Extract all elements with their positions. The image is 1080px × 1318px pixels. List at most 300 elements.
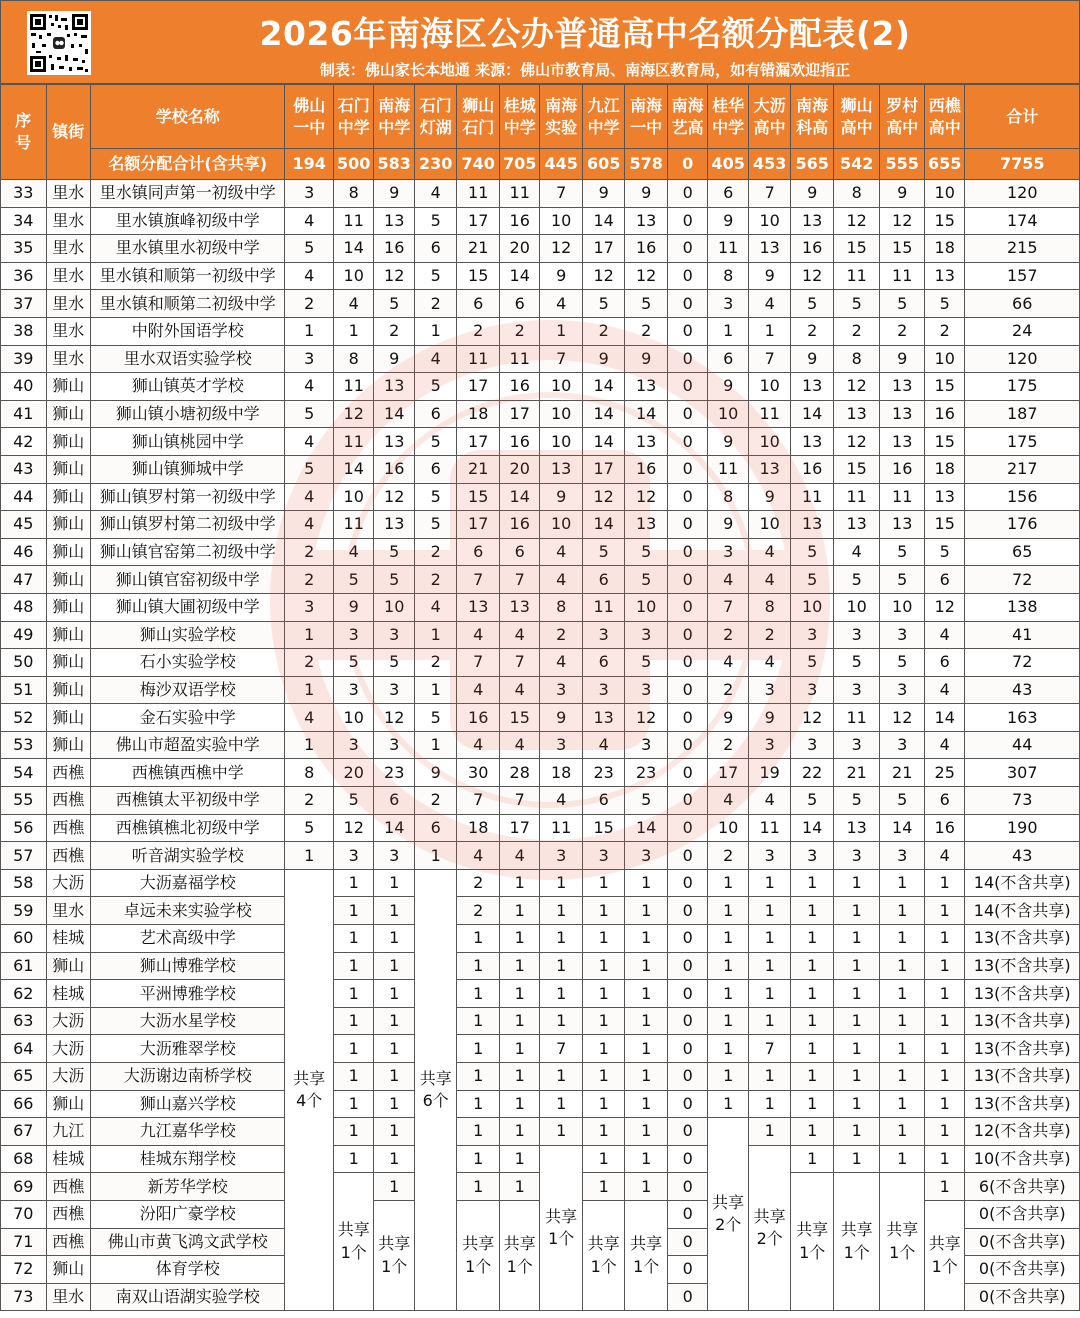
row-seq: 71 [1,1228,47,1256]
quota-cell: 13 [833,814,880,842]
quota-cell: 1 [880,897,925,925]
quota-cell: 2 [540,621,583,649]
quota-cell: 1 [333,1145,373,1173]
row-town: 大沥 [46,1035,91,1063]
quota-cell: 6 [414,814,457,842]
quota-cell: 15 [924,511,964,539]
high-school-quota-total: 230 [414,149,457,180]
quota-cell: 3 [285,345,334,373]
quota-cell: 10 [880,593,925,621]
quota-cell: 11 [791,483,834,511]
quota-cell: 1 [499,1035,539,1063]
row-school-name: 汾阳广豪学校 [91,1200,285,1228]
quota-cell: 1 [880,1118,925,1146]
row-school-name: 体育学校 [91,1256,285,1284]
quota-cell: 1 [540,317,583,345]
quota-cell: 5 [414,511,457,539]
quota-cell: 10 [748,207,791,235]
quota-cell: 1 [791,980,834,1008]
quota-cell: 3 [833,731,880,759]
shared-quota-cell [582,1200,625,1310]
quota-cell: 1 [582,1118,625,1146]
high-school-name-line1: 石门 [419,95,452,115]
quota-cell: 4 [285,373,334,401]
high-school-name-line2: 一中 [293,117,326,137]
quota-cell: 1 [708,1007,748,1035]
quota-cell: 1 [924,925,964,953]
quota-cell: 9 [748,483,791,511]
row-school-name: 石小实验学校 [91,649,285,677]
quota-cell: 12 [791,262,834,290]
quota-cell: 1 [374,1118,414,1146]
quota-cell: 2 [625,317,668,345]
quota-cell: 1 [625,980,668,1008]
table-row [1,649,1080,677]
shared-quota-cell [625,1200,668,1310]
quota-cell: 12 [374,704,414,732]
quota-cell: 1 [374,980,414,1008]
quota-cell: 5 [414,428,457,456]
quota-cell: 4 [708,787,748,815]
quota-cell: 7 [457,649,500,677]
quota-cell: 0 [667,180,707,208]
shared-quota-cell [499,1200,539,1310]
quota-cell: 4 [457,731,500,759]
quota-cell: 7 [457,787,500,815]
quota-cell: 14 [333,455,373,483]
quota-cell: 0 [667,483,707,511]
quota-cell: 10 [374,593,414,621]
quota-cell: 1 [582,1063,625,1091]
quota-cell: 0 [667,1228,707,1256]
quota-cell: 11 [833,483,880,511]
quota-cell: 0 [667,704,707,732]
quota-cell: 2 [285,290,334,318]
row-school-name: 新芳华学校 [91,1173,285,1201]
row-school-name: 金石实验中学 [91,704,285,732]
quota-cell: 2 [582,317,625,345]
quota-cell: 3 [582,842,625,870]
quota-cell: 0 [667,345,707,373]
row-total: 6(不含共享) [965,1173,1080,1201]
quota-cell: 0 [667,593,707,621]
quota-cell: 13 [374,373,414,401]
row-seq: 72 [1,1256,47,1284]
quota-cell: 2 [457,897,500,925]
quota-cell: 8 [708,483,748,511]
quota-cell: 1 [540,1063,583,1091]
row-town: 狮山 [46,621,91,649]
quota-cell: 15 [457,483,500,511]
quota-cell: 11 [880,483,925,511]
quota-cell: 5 [625,566,668,594]
quota-cell: 2 [285,787,334,815]
quota-cell: 17 [708,759,748,787]
high-school-column-header [457,85,500,149]
quota-cell: 9 [791,180,834,208]
quota-cell: 4 [499,676,539,704]
row-town: 狮山 [46,373,91,401]
table-row [1,593,1080,621]
row-school-name: 狮山嘉兴学校 [91,1090,285,1118]
quota-cell: 0 [667,869,707,897]
quota-cell: 14 [374,814,414,842]
quota-cell: 1 [499,1173,539,1201]
quota-cell: 2 [924,317,964,345]
quota-cell: 3 [791,731,834,759]
quota-cell: 4 [285,428,334,456]
quota-cell: 13 [625,428,668,456]
quota-cell: 1 [374,897,414,925]
row-seq: 58 [1,869,47,897]
row-school-name: 狮山实验学校 [91,621,285,649]
quota-cell: 4 [924,676,964,704]
quota-cell: 28 [499,759,539,787]
high-school-quota-total: 542 [833,149,880,180]
quota-cell: 0 [667,207,707,235]
quota-cell: 1 [880,980,925,1008]
shared-quota-cell [924,1200,964,1310]
quota-cell: 14 [582,400,625,428]
row-seq: 33 [1,180,47,208]
quota-cell: 3 [625,676,668,704]
row-total: 13(不含共享) [965,1007,1080,1035]
quota-cell: 1 [880,952,925,980]
quota-cell: 23 [625,759,668,787]
quota-cell: 12 [333,400,373,428]
quota-cell: 0 [667,649,707,677]
high-school-name-line1: 南海 [630,95,663,115]
row-seq: 49 [1,621,47,649]
quota-cell: 1 [374,952,414,980]
quota-cell: 17 [457,207,500,235]
shared-quota-cell [414,869,457,1311]
quota-cell: 15 [880,235,925,263]
quota-cell: 25 [924,759,964,787]
quota-cell: 10 [833,593,880,621]
row-total: 175 [965,373,1080,401]
quota-cell: 21 [457,455,500,483]
high-school-name-line1: 南海 [545,95,578,115]
quota-cell: 0 [667,1035,707,1063]
quota-cell: 11 [748,814,791,842]
quota-cell: 30 [457,759,500,787]
quota-cell: 6 [582,649,625,677]
quota-cell: 10 [540,511,583,539]
row-total: 138 [965,593,1080,621]
quota-cell: 10 [748,428,791,456]
high-school-name-line1: 佛山 [293,95,326,115]
row-total: 73 [965,787,1080,815]
quota-cell: 12 [540,235,583,263]
quota-cell: 16 [791,235,834,263]
quota-cell: 9 [582,180,625,208]
quota-cell: 6 [924,566,964,594]
quota-cell: 13 [880,400,925,428]
quota-cell: 10 [791,593,834,621]
quota-cell: 0 [667,787,707,815]
quota-cell: 3 [748,676,791,704]
quota-cell: 9 [540,483,583,511]
row-seq: 40 [1,373,47,401]
table-row [1,428,1080,456]
quota-cell: 3 [374,731,414,759]
quota-cell: 16 [924,400,964,428]
quota-cell: 9 [414,759,457,787]
quota-cell: 1 [880,869,925,897]
row-seq: 46 [1,538,47,566]
quota-cell: 7 [499,649,539,677]
row-total: 0(不含共享) [965,1228,1080,1256]
quota-cell: 1 [833,1035,880,1063]
quota-cell: 7 [499,566,539,594]
quota-cell: 1 [333,952,373,980]
quota-cell: 3 [333,731,373,759]
quota-cell: 12 [374,262,414,290]
quota-cell: 1 [791,869,834,897]
quota-cell: 1 [708,952,748,980]
row-school-name: 里水镇和顺第一初级中学 [91,262,285,290]
quota-cell: 18 [924,455,964,483]
quota-cell: 9 [708,428,748,456]
high-school-column-header [748,85,791,149]
quota-cell: 8 [333,345,373,373]
quota-cell: 16 [791,455,834,483]
quota-cell: 10 [924,180,964,208]
quota-cell: 1 [457,952,500,980]
quota-cell: 1 [457,1145,500,1173]
table-row [1,400,1080,428]
row-school-name: 里水镇同声第一初级中学 [91,180,285,208]
quota-cell: 8 [285,759,334,787]
quota-cell: 1 [540,1007,583,1035]
quota-cell: 1 [708,1063,748,1091]
quota-cell: 3 [582,621,625,649]
row-total: 44 [965,731,1080,759]
high-school-name-line2: 中学 [337,117,370,137]
quota-cell: 5 [833,290,880,318]
high-school-quota-total: 605 [582,149,625,180]
quota-total-label: 名额分配合计(含共享) [91,149,285,180]
row-town: 里水 [46,290,91,318]
quota-cell: 2 [708,731,748,759]
quota-cell: 11 [880,262,925,290]
quota-cell: 9 [625,180,668,208]
shared-quota-label: 共享1个 [886,1220,919,1262]
quota-cell: 12 [333,814,373,842]
quota-cell: 9 [540,704,583,732]
quota-cell: 1 [285,731,334,759]
row-school-name: 狮山镇狮城中学 [91,455,285,483]
quota-cell: 5 [880,787,925,815]
quota-cell: 6 [414,235,457,263]
quota-cell: 2 [833,317,880,345]
quota-cell: 10 [708,814,748,842]
quota-cell: 7 [540,1035,583,1063]
shared-quota-cell [833,1173,880,1311]
quota-cell: 1 [540,925,583,953]
row-town: 里水 [46,1283,91,1311]
quota-cell: 23 [374,759,414,787]
high-school-name-line2: 中学 [712,117,745,137]
row-school-name: 大沥嘉福学校 [91,869,285,897]
quota-cell: 1 [625,897,668,925]
quota-cell: 1 [540,897,583,925]
quota-cell: 18 [540,759,583,787]
quota-cell: 14 [880,814,925,842]
quota-cell: 5 [833,566,880,594]
row-town: 狮山 [46,1256,91,1284]
row-town: 里水 [46,345,91,373]
quota-cell: 4 [285,704,334,732]
quota-cell: 4 [285,511,334,539]
quota-cell: 1 [285,676,334,704]
quota-cell: 13 [924,483,964,511]
quota-cell: 1 [791,1118,834,1146]
quota-cell: 13 [625,207,668,235]
quota-cell: 18 [457,814,500,842]
row-total: 174 [965,207,1080,235]
shared-quota-cell [708,1118,748,1311]
quota-cell: 4 [285,483,334,511]
quota-cell: 3 [333,621,373,649]
quota-cell: 0 [667,400,707,428]
quota-cell: 5 [285,455,334,483]
high-school-quota-total: 0 [667,149,707,180]
quota-cell: 1 [499,1090,539,1118]
row-seq: 36 [1,262,47,290]
quota-cell: 5 [833,649,880,677]
quota-cell: 17 [457,428,500,456]
quota-cell: 14 [625,814,668,842]
quota-cell: 1 [499,980,539,1008]
table-row [1,731,1080,759]
quota-cell: 1 [333,1007,373,1035]
row-school-name: 里水镇和顺第二初级中学 [91,290,285,318]
quota-cell: 4 [748,538,791,566]
quota-cell: 4 [833,538,880,566]
quota-cell: 4 [499,621,539,649]
row-town: 狮山 [46,1090,91,1118]
quota-cell: 11 [333,373,373,401]
table-row [1,1035,1080,1063]
shared-quota-label: 共享4个 [293,1068,326,1111]
quota-cell: 13 [748,455,791,483]
row-school-name: 狮山镇官窑第二初级中学 [91,538,285,566]
row-school-name: 西樵镇太平初级中学 [91,787,285,815]
row-town: 里水 [46,317,91,345]
quota-cell: 5 [791,787,834,815]
quota-cell: 1 [625,1035,668,1063]
row-town: 九江 [46,1118,91,1146]
quota-cell: 15 [499,704,539,732]
quota-cell: 6 [924,787,964,815]
quota-cell: 4 [924,731,964,759]
high-school-name-line1: 狮山 [462,95,495,115]
high-school-name-line2: 灯湖 [419,117,452,137]
quota-cell: 5 [582,538,625,566]
quota-cell: 17 [457,511,500,539]
quota-cell: 3 [708,290,748,318]
quota-cell: 6 [457,538,500,566]
quota-cell: 1 [924,1007,964,1035]
high-school-quota-total: 565 [791,149,834,180]
row-town: 大沥 [46,869,91,897]
quota-cell: 13 [625,373,668,401]
quota-cell: 3 [625,731,668,759]
quota-cell: 13 [833,511,880,539]
row-total: 215 [965,235,1080,263]
quota-cell: 14 [582,428,625,456]
quota-cell: 5 [625,787,668,815]
quota-cell: 9 [582,345,625,373]
high-school-name-line1: 南海 [671,95,704,115]
row-school-name: 狮山镇官窑初级中学 [91,566,285,594]
quota-cell: 3 [374,676,414,704]
quota-cell: 1 [414,621,457,649]
quota-cell: 15 [457,262,500,290]
high-school-name-line2: 中学 [378,117,411,137]
quota-cell: 21 [880,759,925,787]
quota-cell: 14 [582,207,625,235]
quota-cell: 1 [625,1063,668,1091]
quota-cell: 0 [667,1200,707,1228]
high-school-quota-total: 655 [924,149,964,180]
quota-cell: 4 [499,842,539,870]
row-total: 157 [965,262,1080,290]
row-seq: 51 [1,676,47,704]
quota-cell: 10 [540,207,583,235]
quota-cell: 9 [880,180,925,208]
quota-cell: 1 [582,980,625,1008]
row-school-name: 里水镇旗峰初级中学 [91,207,285,235]
quota-cell: 9 [708,511,748,539]
high-school-column-header [499,85,539,149]
quota-cell: 16 [625,235,668,263]
quota-cell: 1 [582,952,625,980]
quota-cell: 1 [924,1173,964,1201]
quota-cell: 4 [457,842,500,870]
quota-cell: 9 [625,345,668,373]
shared-quota-cell [374,1200,414,1310]
quota-cell: 1 [924,1035,964,1063]
quota-cell: 1 [880,1035,925,1063]
row-seq: 52 [1,704,47,732]
quota-cell: 1 [625,1173,668,1201]
quota-cell: 5 [414,207,457,235]
quota-cell: 12 [791,704,834,732]
row-school-name: 西樵镇西樵中学 [91,759,285,787]
quota-cell: 2 [457,869,500,897]
quota-cell: 4 [924,842,964,870]
high-school-column-header [540,85,583,149]
row-total: 176 [965,511,1080,539]
quota-cell: 1 [791,1035,834,1063]
quota-cell: 2 [791,317,834,345]
table-row [1,373,1080,401]
quota-cell: 11 [708,455,748,483]
table-row [1,676,1080,704]
quota-cell: 4 [540,649,583,677]
row-seq: 39 [1,345,47,373]
row-total: 175 [965,428,1080,456]
table-row [1,759,1080,787]
high-school-name-line1: 桂城 [503,95,536,115]
row-town: 狮山 [46,704,91,732]
quota-cell: 17 [582,455,625,483]
table-row [1,925,1080,953]
quota-cell: 1 [499,952,539,980]
